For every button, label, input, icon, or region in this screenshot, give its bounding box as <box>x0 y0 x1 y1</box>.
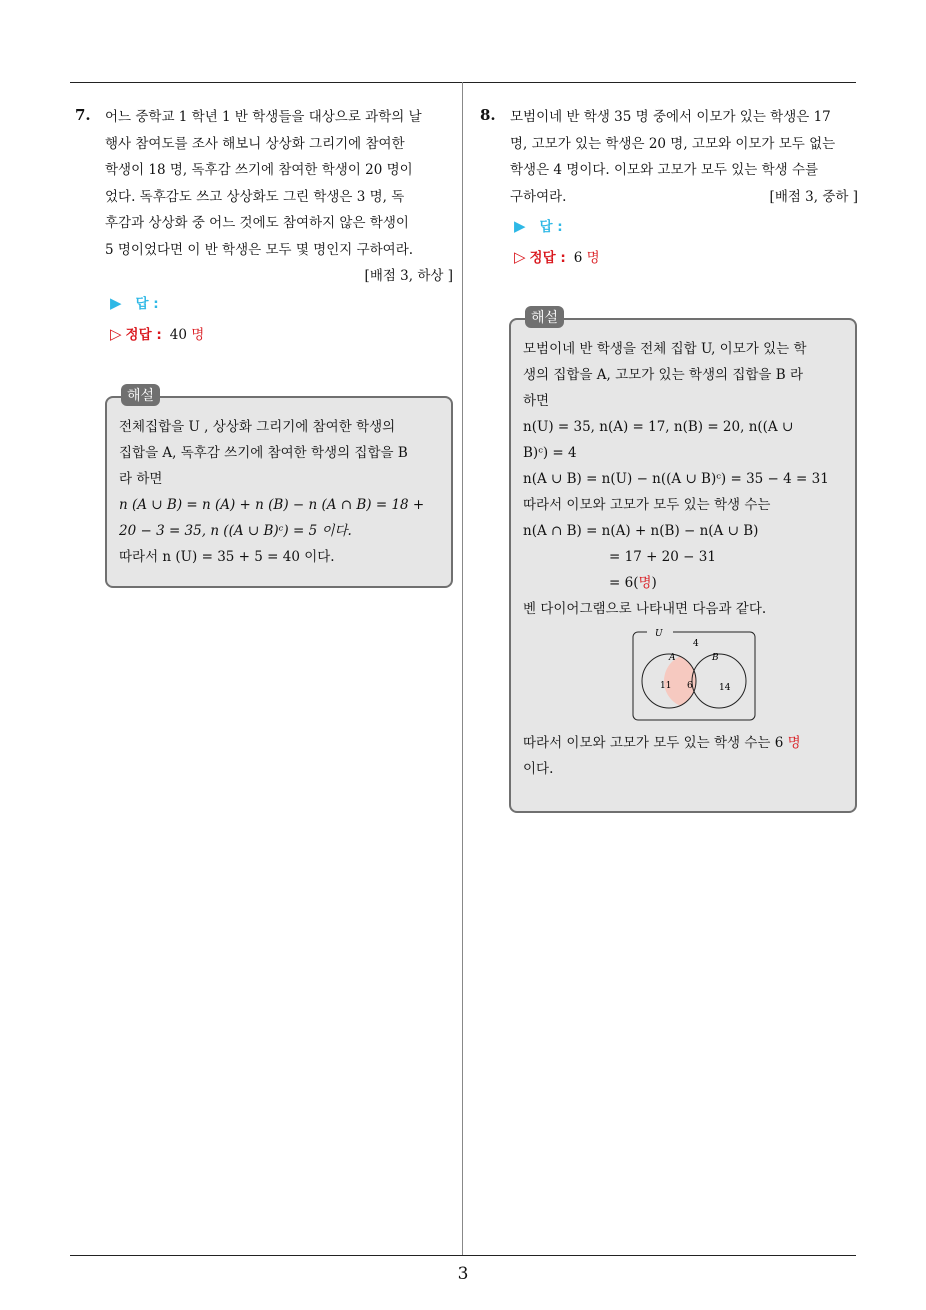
question-line: 후감과 상상화 중 어느 것에도 참여하지 않은 학생이 <box>105 215 409 231</box>
top-rule <box>70 82 856 83</box>
outline-triangle-icon: ▷ <box>514 248 526 266</box>
correct-unit: 명 <box>586 250 600 266</box>
question-line: 5 명이었다면 이 반 학생은 모두 몇 명인지 구하여라. <box>105 241 414 258</box>
conclusion-unit: 명 <box>787 735 801 751</box>
explanation-line: n(U) = 35, n(A) = 17, n(B) = 20, n((A ∪ <box>523 419 794 435</box>
question-line: 명, 고모가 있는 학생은 20 명, 고모와 이모가 모두 없는 <box>510 135 836 152</box>
question-8-explanation-box <box>509 310 857 813</box>
score-label: [배점 3, 중하 ] <box>769 188 858 205</box>
correct-label: 정답 : <box>125 327 162 343</box>
explanation-line: 생의 집합을 A, 고모가 있는 학생의 집합을 B 라 <box>523 367 803 383</box>
result-close: ) <box>651 575 657 591</box>
explanation-line: 따라서 이모와 고모가 모두 있는 학생 수는 <box>523 497 771 513</box>
explanation-line: 모범이네 반 학생을 전체 집합 U, 이모가 있는 학 <box>523 341 807 357</box>
venn-diagram <box>631 628 757 724</box>
explanation-tag: 해설 <box>525 306 564 328</box>
explanation-line: 라 하면 <box>119 471 163 487</box>
correct-answer-row <box>514 242 600 273</box>
question-8-number: 8. <box>480 106 496 124</box>
conclusion-line <box>523 730 843 756</box>
page-number: 3 <box>457 1264 469 1284</box>
bottom-rule <box>70 1255 856 1256</box>
explanation-tag: 해설 <box>121 384 160 406</box>
explanation-line: 전체집합을 U , 상상화 그리기에 참여한 학생의 <box>119 419 396 435</box>
question-line: 었다. 독후감도 쓰고 상상화도 그린 학생은 3 명, 독 <box>105 188 405 205</box>
result-value: = 6( <box>609 575 639 591</box>
question-7-explanation-box <box>105 388 453 588</box>
set-a-label: A <box>669 653 676 663</box>
conclusion-line: 이다. <box>523 761 554 777</box>
correct-unit: 명 <box>191 327 205 343</box>
question-line: 구하여라. <box>510 188 567 205</box>
correct-value: 6 <box>573 250 583 266</box>
explanation-line: n (A ∪ B) = n (A) + n (B) − n (A ∩ B) = 18 + <box>119 497 425 513</box>
question-7-number: 7. <box>75 106 91 124</box>
question-last-line <box>510 184 858 211</box>
correct-value: 40 <box>169 327 187 343</box>
play-triangle-icon: ▶ <box>110 294 122 312</box>
only-a-count: 11 <box>660 681 672 691</box>
both-count: 6 <box>687 681 693 691</box>
question-line: 어느 중학교 1 학년 1 반 학생들을 대상으로 과학의 날 <box>105 109 422 125</box>
answer-label: 답 : <box>539 219 563 235</box>
question-8-answers <box>514 211 600 273</box>
explanation-line: 20 − 3 = 35, n ((A ∪ B)ᶜ) = 5 이다. <box>119 523 352 539</box>
correct-answer-row <box>110 319 204 350</box>
question-7-text <box>105 104 453 289</box>
column-divider <box>462 82 463 1256</box>
outside-count: 4 <box>693 639 699 649</box>
set-b-circle <box>692 654 746 708</box>
question-line: 행사 참여도를 조사 해보니 상상화 그리기에 참여한 <box>105 135 405 152</box>
question-line: 학생은 4 명이다. 이모와 고모가 모두 있는 학생 수를 <box>510 162 819 178</box>
explanation-line: n(A ∪ B) = n(U) − n((A ∪ B)ᶜ) = 35 − 4 = 31 <box>523 471 829 487</box>
question-7-answers <box>110 288 204 350</box>
explanation-line <box>523 570 843 596</box>
explanation-line: B)ᶜ) = 4 <box>523 445 577 461</box>
conclusion-text: 따라서 이모와 고모가 모두 있는 학생 수는 6 <box>523 735 784 751</box>
explanation-line: 집합을 A, 독후감 쓰기에 참여한 학생의 집합을 B <box>119 445 408 461</box>
question-line: 학생이 18 명, 독후감 쓰기에 참여한 학생이 20 명이 <box>105 162 413 178</box>
outline-triangle-icon: ▷ <box>110 325 122 343</box>
explanation-line: 하면 <box>523 393 550 409</box>
explanation-line: 벤 다이어그램으로 나타내면 다음과 같다. <box>523 601 767 617</box>
play-triangle-icon: ▶ <box>514 217 526 235</box>
score-label: [배점 3, 하상 ] <box>364 268 453 284</box>
explanation-line: 따라서 n (U) = 35 + 5 = 40 이다. <box>119 549 335 565</box>
correct-label: 정답 : <box>529 250 566 266</box>
question-8-text <box>510 104 858 210</box>
set-b-label: B <box>712 653 719 663</box>
explanation-line: = 17 + 20 − 31 <box>609 549 716 565</box>
answer-row <box>514 211 600 242</box>
result-unit: 명 <box>638 575 652 591</box>
answer-row <box>110 288 204 319</box>
question-line: 모범이네 반 학생 35 명 중에서 이모가 있는 학생은 17 <box>510 109 831 125</box>
explanation-line: n(A ∩ B) = n(A) + n(B) − n(A ∪ B) <box>523 523 759 539</box>
answer-label: 답 : <box>135 296 159 312</box>
universe-label: U <box>655 629 663 639</box>
only-b-count: 14 <box>719 683 731 693</box>
